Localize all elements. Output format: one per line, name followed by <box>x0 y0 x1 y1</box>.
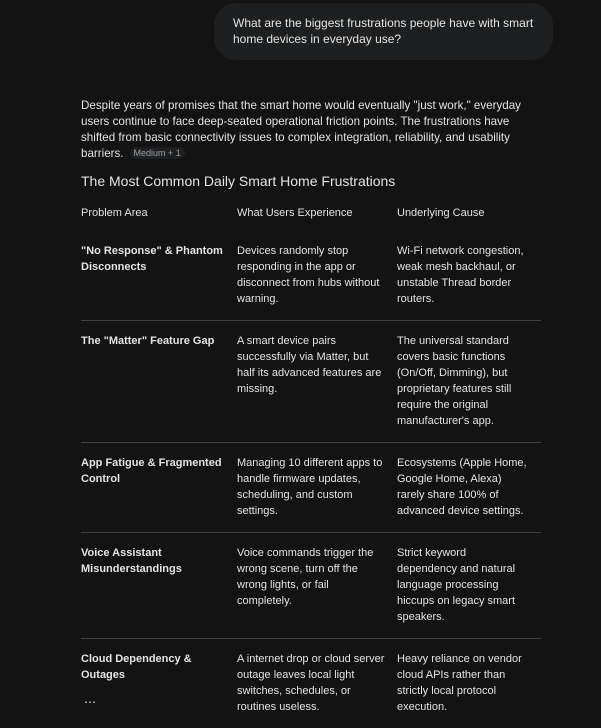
problem-area-cell: Voice Assistant Misunderstandings <box>81 533 237 639</box>
problem-area-cell: Cloud Dependency & Outages <box>81 653 192 681</box>
table-row <box>81 321 541 443</box>
cause-cell: Heavy reliance on vendor cloud APIs rather than strictly local protocol execution. <box>397 653 522 713</box>
table-row <box>81 533 541 639</box>
response-intro <box>81 98 541 162</box>
user-message-text: What are the biggest frustrations people have with smart home devices in everyday use? <box>233 16 534 46</box>
table-row <box>81 231 541 321</box>
source-badge[interactable]: Medium + 1 <box>130 147 185 159</box>
table-row <box>81 639 541 728</box>
column-header: What Users Experience <box>237 207 353 219</box>
cause-cell: Strict keyword dependency and natural language processing hiccups on legacy smart speakers. <box>397 533 541 639</box>
cause-cell: The universal standard covers basic functions (On/Off, Dimming), but proprietary features still require the original manufacturer's app. <box>397 321 541 443</box>
problem-area-cell: "No Response" & Phantom Disconnects <box>81 231 237 321</box>
intro-text: Despite years of promises that the smart home would eventually "just work," everyday users continue to face deep-seated operational friction points. The frustrations have shifted from basic connectivity issues to complex integration, reliability, and usability barriers. <box>81 99 521 160</box>
problem-area-cell: The "Matter" Feature Gap <box>81 321 237 443</box>
problem-area-cell: App Fatigue & Fragmented Control <box>81 443 237 533</box>
experience-cell: Devices randomly stop responding in the app or disconnect from hubs without warning. <box>237 231 397 321</box>
experience-cell: A smart device pairs successfully via Matter, but half its advanced features are missing. <box>237 321 397 443</box>
section-title: The Most Common Daily Smart Home Frustrations <box>81 173 396 189</box>
frustrations-table <box>81 205 541 728</box>
column-header: Underlying Cause <box>397 207 485 219</box>
table-header-row <box>81 205 541 231</box>
cause-cell: Ecosystems (Apple Home, Google Home, Alexa) rarely share 100% of advanced device settings. <box>397 443 541 533</box>
more-options-icon[interactable]: ⋯ <box>84 695 97 709</box>
column-header: Problem Area <box>81 207 148 219</box>
experience-cell: Voice commands trigger the wrong scene, turn off the wrong lights, or fail completely. <box>237 533 397 639</box>
experience-cell: A internet drop or cloud server outage leaves local light switches, schedules, or routines useless. <box>237 653 385 713</box>
experience-cell: Managing 10 different apps to handle firmware updates, scheduling, and custom settings. <box>237 443 397 533</box>
user-message-bubble <box>214 3 553 60</box>
cause-cell: Wi-Fi network congestion, weak mesh backhaul, or unstable Thread border routers. <box>397 231 541 321</box>
table-row <box>81 443 541 533</box>
